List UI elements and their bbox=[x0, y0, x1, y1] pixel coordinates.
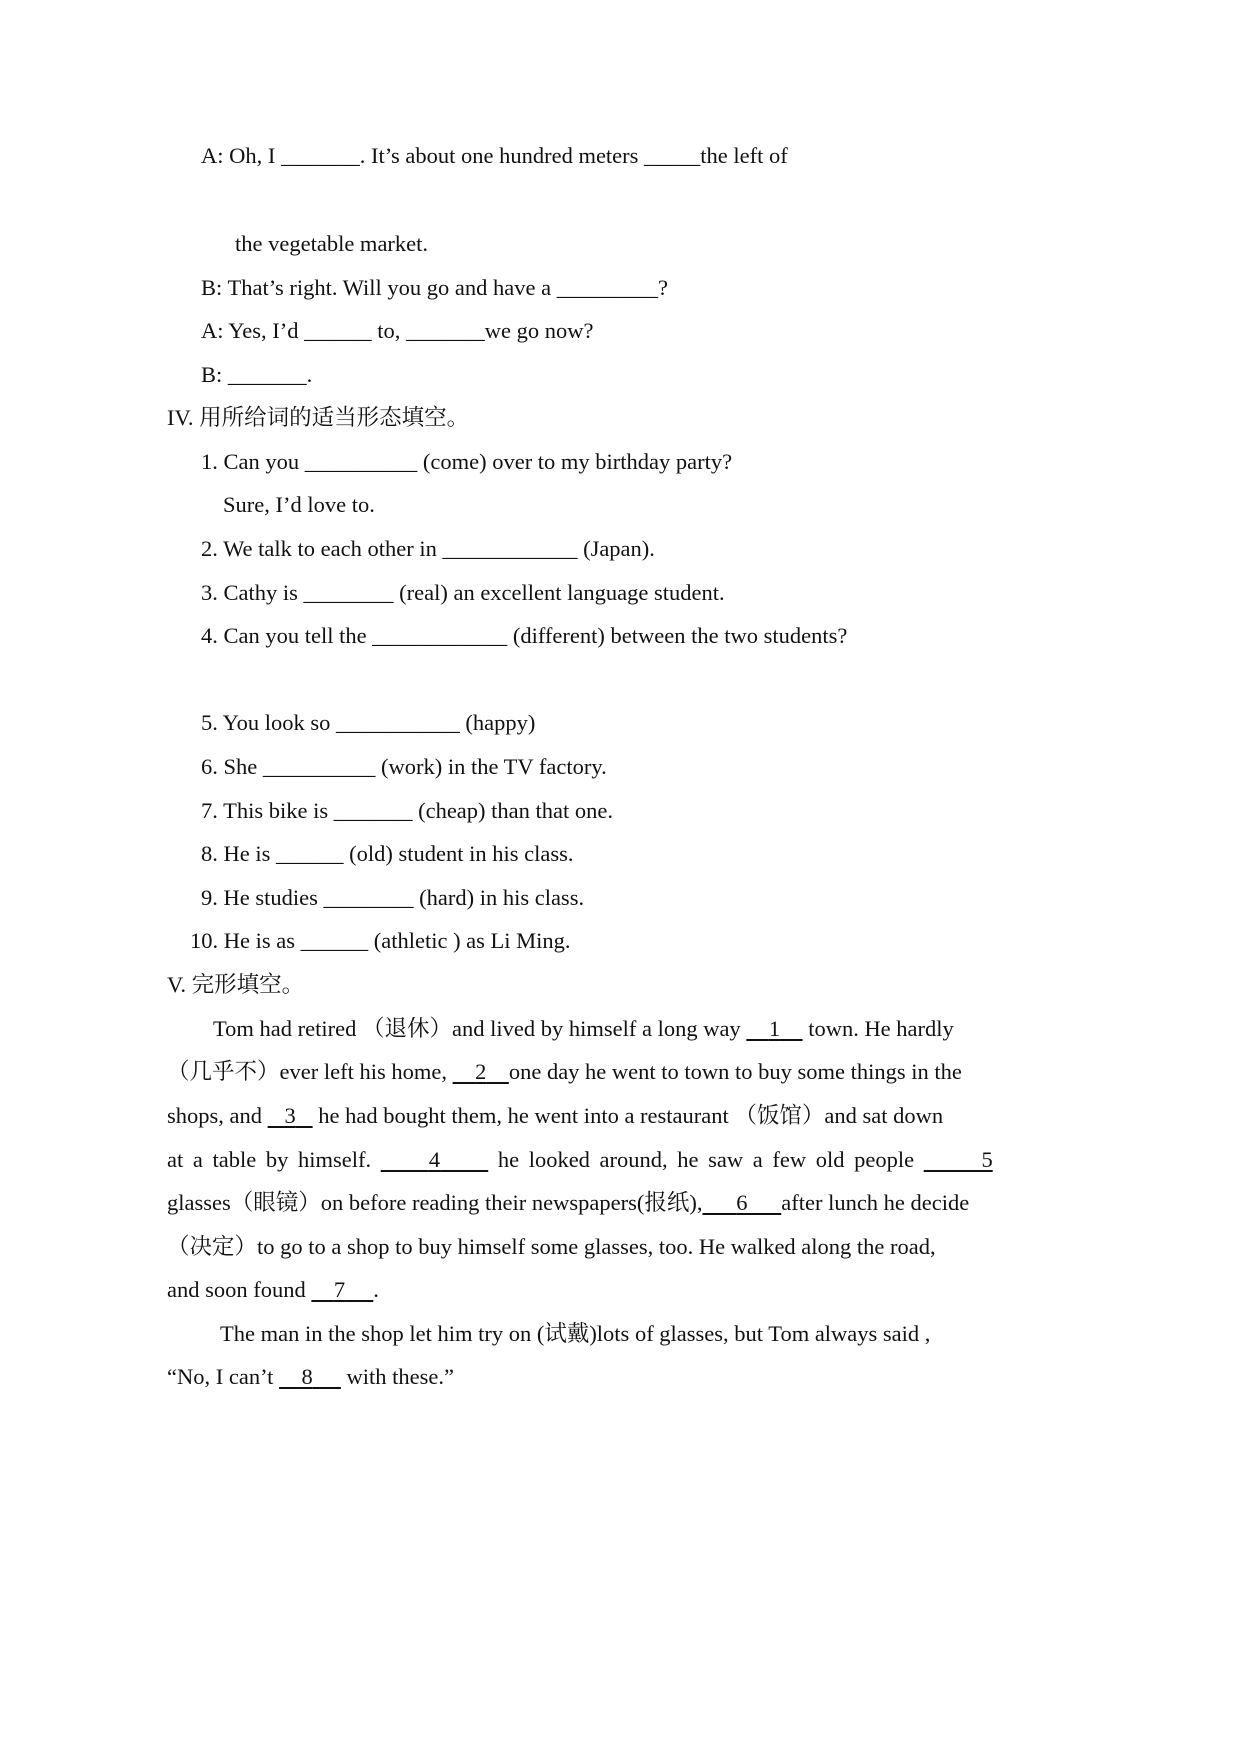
exercise-item-4: 4. Can you tell the ____________ (different) between the two students? bbox=[201, 623, 848, 648]
exercise-item-2: 2. We talk to each other in ____________ (Japan). bbox=[201, 536, 655, 561]
exercise-item-3: 3. Cathy is ________ (real) an excellent language student. bbox=[201, 580, 725, 605]
blank-8: 8 bbox=[301, 1364, 313, 1389]
section-5-heading: V. 完形填空。 bbox=[167, 972, 305, 997]
cloze-line-6: （决定）to go to a shop to buy himself some glasses, too. He walked along the road, bbox=[167, 1234, 936, 1259]
cloze-line-1: Tom had retired （退休）and lived by himself a long way 1 town. He hardly bbox=[213, 1016, 954, 1041]
dialogue-line-4: A: Yes, I’d ______ to, _______we go now? bbox=[201, 318, 594, 343]
blank-2: 2 bbox=[475, 1059, 487, 1084]
blank-7: 7 bbox=[333, 1277, 346, 1302]
exercise-item-9: 9. He studies ________ (hard) in his class. bbox=[201, 885, 585, 910]
exercise-item-1-response: Sure, I’d love to. bbox=[223, 492, 375, 517]
cloze-line-4: at a table by himself. 4 he looked around, he saw a few old people 5 bbox=[167, 1147, 993, 1172]
exercise-item-1: 1. Can you __________ (come) over to my birthday party? bbox=[201, 449, 733, 474]
exercise-item-5: 5. You look so ___________ (happy) bbox=[201, 710, 536, 735]
dialogue-line-5: B: _______. bbox=[201, 362, 313, 387]
exercise-item-6: 6. She __________ (work) in the TV factory. bbox=[201, 754, 607, 779]
cloze-line-9: “No, I can’t 8 with these.” bbox=[167, 1364, 455, 1389]
dialogue-line-1: A: Oh, I _______. It’s about one hundred meters _____the left of bbox=[201, 143, 788, 168]
cloze-line-8: The man in the shop let him try on (试戴)lots of glasses, but Tom always said , bbox=[220, 1321, 931, 1346]
cloze-line-2: （几乎不）ever left his home, 2 one day he went to town to buy some things in the bbox=[167, 1059, 962, 1084]
cloze-line-5: glasses（眼镜）on before reading their newspapers(报纸), 6 after lunch he decide bbox=[167, 1190, 970, 1215]
blank-4: 4 bbox=[428, 1147, 441, 1172]
cloze-line-3: shops, and 3 he had bought them, he went into a restaurant （饭馆）and sat down bbox=[167, 1103, 944, 1128]
blank-6: 6 bbox=[736, 1190, 748, 1215]
blank-3: 3 bbox=[284, 1103, 296, 1128]
exercise-item-10: 10. He is as ______ (athletic ) as Li Ming. bbox=[190, 928, 571, 953]
cloze-line-7: and soon found 7 . bbox=[167, 1277, 379, 1302]
dialogue-line-3: B: That’s right. Will you go and have a _________? bbox=[201, 275, 668, 300]
blank-1: 1 bbox=[768, 1016, 781, 1041]
blank-5: 5 bbox=[981, 1147, 993, 1172]
exercise-item-8: 8. He is ______ (old) student in his class. bbox=[201, 841, 574, 866]
exercise-item-7: 7. This bike is _______ (cheap) than that one. bbox=[201, 798, 613, 823]
dialogue-line-2: the vegetable market. bbox=[235, 231, 429, 256]
section-4-heading: IV. 用所给词的适当形态填空。 bbox=[167, 405, 470, 430]
